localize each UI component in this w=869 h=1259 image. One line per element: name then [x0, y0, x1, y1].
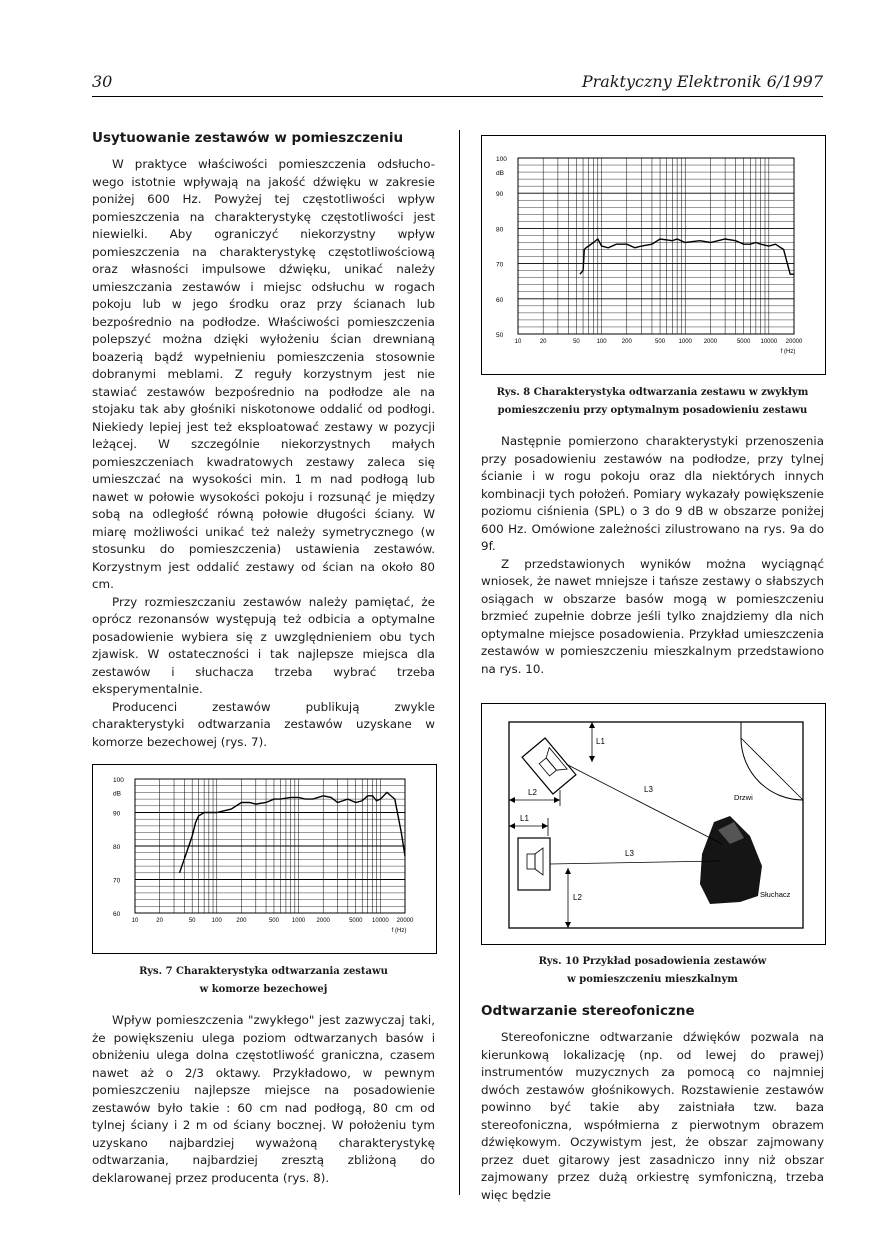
listener-label: Słuchacz [760, 890, 791, 899]
x-tick-label: 50 [188, 918, 196, 924]
figure-10 [481, 703, 826, 945]
x-tick-label: 200 [236, 918, 247, 924]
door-leaf [741, 738, 803, 800]
y-tick-label: 70 [496, 261, 504, 269]
x-tick-label: 20000 [785, 339, 803, 345]
y-tick-label: 60 [496, 296, 504, 304]
x-axis-label: f (Hz) [780, 349, 796, 355]
column-divider [459, 130, 460, 1195]
x-tick-label: 500 [268, 918, 279, 924]
right-column-bottom [481, 1003, 824, 1204]
x-tick-label: 100 [211, 918, 222, 924]
left-column [92, 130, 435, 751]
y-tick-label: 100 [496, 156, 507, 163]
figure-8-caption [481, 384, 824, 420]
right-column [481, 433, 824, 678]
y-tick-label: 100 [113, 777, 124, 784]
x-tick-label: 5000 [736, 339, 751, 345]
y-tick-label: 80 [113, 844, 121, 851]
l3-line-top [566, 764, 722, 844]
x-tick-label: 1000 [678, 339, 692, 345]
x-tick-label: 10 [131, 918, 139, 924]
x-tick-label: 50 [573, 339, 580, 345]
y-axis-label: dB [496, 170, 504, 178]
l3-line-bottom [550, 861, 720, 864]
caption-line: Rys. 10 Przykład posadowienia zestawów [538, 956, 767, 967]
x-tick-label: 1000 [291, 918, 306, 924]
caption-line: Rys. 7 Charakterystyka odtwarzania zestawu [139, 966, 388, 977]
fig7-chart [93, 765, 436, 953]
fig10-diagram [482, 704, 825, 944]
arrow [542, 823, 548, 829]
x-tick-label: 20 [539, 339, 547, 345]
figure-10-caption [481, 953, 824, 989]
listener-figure [700, 816, 762, 904]
x-tick-label: 500 [655, 339, 666, 345]
figure-8 [481, 135, 826, 375]
left-column-bottom [92, 1012, 435, 1187]
page-header [92, 70, 823, 97]
door-label: Drzwi [734, 793, 753, 802]
arrow [565, 868, 571, 874]
page-number: 30 [92, 72, 113, 91]
l3-label-top: L3 [644, 785, 653, 794]
paragraph: Producenci zestawów publikują zwykle charakterystyki odtwarzania zestawów uzyskane w komorze bezechowej (rys. 7). [92, 699, 435, 749]
caption-line: pomieszczeniu przy optymalnym posadowieniu zestawu [497, 405, 808, 416]
paragraph: Następnie pomierzono charakterystyki przenoszenia przy posadowieniu zestawów na podłodze, przy tylnej ścianie i w rogu pokoju oraz dla niektórych innych kombinacji tych położeń. Pomiary wykazały powiększenie poziomu ciśnienia (SPL) o 3 do 9 dB w obszarze poniżej 600 Hz. Omówione zależności zilustrowano na rys. 9a do 9f. [481, 434, 824, 553]
y-tick-label: 60 [113, 911, 121, 918]
paragraph: W praktyce właściwości pomieszczenia odsłucho-wego istotnie wpływają na jakość dźwięku w zakresie poniżej 600 Hz. Powyżej tej częstotliwości wpływ pomieszczenia na charakterystykę częstotliwości jest niewielki. Aby ograniczyć niekorzystny wpływ pomieszczenia na charakterystykę częstotliwościową oraz własności impulsowe dźwięku, unikać należy umieszczania zestawów i miejsc odsłuchu w rogach pokoju lub w jego środku oraz przy ścianach lub bezpośrednio na podłodze. Właściwości pomieszczenia polepszyć można dzięki wyłożeniu ścian drewnianą boazerią bądź wypełnieniu pomieszczenia stosownie dobranymi meblami. Z reguły korzystnym jest nie stawiać zestawów bezpośrednio na podłodze ale na stojaku tak aby głośniki niskotonowe oddalić od podłogi. Niekiedy lepiej jest też eksploatować zestawy w pozycji leżącej. W szczególnie niekorzystnych małych pomieszczeniach kwadratowych zestawy zaleca się umieszczać na wysokości min. 1 m nad podłogą lub nawet w połowie wysokości pokoju i rozsunąć je między sobą na odległość równą połowie długości ściany. W miarę możliwości unikać też należy symetrycznego (w stosunku do pomieszczenia) ustawienia zestawów. Korzystnym jest oddalić zestawy od ścian na około 80 cm. [92, 157, 435, 591]
y-tick-label: 90 [113, 810, 121, 818]
x-tick-label: 100 [596, 339, 607, 345]
section-heading: Odtwarzanie stereofoniczne [481, 1003, 695, 1019]
y-tick-label: 90 [496, 191, 504, 199]
paragraph: Wpływ pomieszczenia "zwykłego" jest zazwyczaj taki, że powiększeniu ulega poziom odtwarzanych basów i obniżeniu ulega dolna częstotliwość graniczna, czasem nawet aż o 2/3 oktawy. Przykładowo, w pewnym pomieszczeniu najlepsze miejsce na posadowienie zestawów było takie : 60 cm nad podłogą, 80 cm od tylnej ściany i 2 m od ściany bocznej. W położeniu tym uzyskano najbardziej wyważoną charakterystykę odtwarzania, najbardziej zresztą zbliżoną do deklarowanej przez producenta (rys. 8). [92, 1013, 435, 1185]
paragraph: Stereofoniczne odtwarzanie dźwięków pozwala na kierunkową lokalizację (np. od lewej do prawej) instrumentów muzycznych za pomocą co najmniej dwóch zestawów głośnikowych. Rozstawienie zestawów powinno być takie aby zaistniała tzw. baza stereofoniczna, współmierna z pierwotnym obrazem dźwiękowym. Oczywistym jest, że obszar zajmowany przez duet gitarowy jest zasadniczo inny niż obszar zajmowany przez dużą orkiestrę symfoniczną, trzeba więc będzie [481, 1030, 824, 1202]
fig8-chart [482, 136, 825, 374]
x-tick-label: 10 [514, 339, 522, 345]
l1-label-top: L1 [596, 737, 605, 746]
arrow [589, 722, 595, 728]
x-axis-label: f (Hz) [391, 928, 407, 934]
x-tick-label: 200 [621, 339, 632, 345]
x-tick-label: 20 [156, 918, 163, 924]
arrow [509, 797, 515, 803]
arrow [565, 922, 571, 928]
caption-line: w komorze bezechowej [199, 984, 328, 995]
caption-line: Rys. 8 Charakterystyka odtwarzania zestawu w zwykłym [496, 387, 809, 398]
door-arc [741, 722, 803, 800]
arrow [509, 823, 515, 829]
figure-7 [92, 764, 437, 954]
arrow [554, 797, 560, 803]
paragraph: Przy rozmieszczaniu zestawów należy pamiętać, że oprócz rezonansów występują też odbicia a optymalne posadowienie wybiera się z uwzględnieniem obu tych zjawisk. W ostateczności i tak najlepsze miejsca dla zestawów i słuchacza trzeba wybrać trzeba eksperymentalnie. [92, 594, 435, 696]
x-tick-label: 20000 [396, 918, 414, 924]
speaker-bottom [518, 838, 550, 890]
plot-frame [518, 158, 794, 334]
y-tick-label: 50 [496, 332, 504, 339]
x-tick-label: 5000 [349, 918, 363, 924]
l3-label-bottom: L3 [625, 849, 634, 858]
section-heading: Usytuowanie zestawów w pomieszczeniu [92, 130, 404, 146]
x-tick-label: 2000 [703, 339, 718, 345]
x-tick-label: 2000 [316, 918, 330, 924]
l2-label-top: L2 [528, 788, 537, 797]
figure-7-caption [92, 963, 435, 999]
y-axis-label: dB [113, 790, 121, 798]
l1-label-bottom: L1 [520, 814, 529, 823]
caption-line: w pomieszczeniu mieszkalnym [567, 974, 738, 985]
x-tick-label: 10000 [372, 918, 389, 924]
y-tick-label: 80 [496, 226, 504, 234]
speaker-top [522, 738, 576, 794]
l2-label-bottom: L2 [573, 893, 582, 902]
paragraph: Z przedstawionych wyników można wyciągnąć wniosek, że nawet mniejsze i tańsze zestawy o słabszych osiągach w obszarze basów mogą w pomieszczeniu brzmieć zupełnie dobrze jeśli tylko znajdziemy dla nich optymalne miejsce posadowienia. Przykład umieszczenia zestawów w pomieszczeniu mieszkalnym przedstawiono na rys. 10. [481, 556, 824, 676]
magazine-title: Praktyczny Elektronik 6/1997 [581, 72, 823, 91]
x-tick-label: 10000 [760, 339, 778, 345]
arrow [589, 756, 595, 762]
y-tick-label: 70 [113, 877, 121, 885]
